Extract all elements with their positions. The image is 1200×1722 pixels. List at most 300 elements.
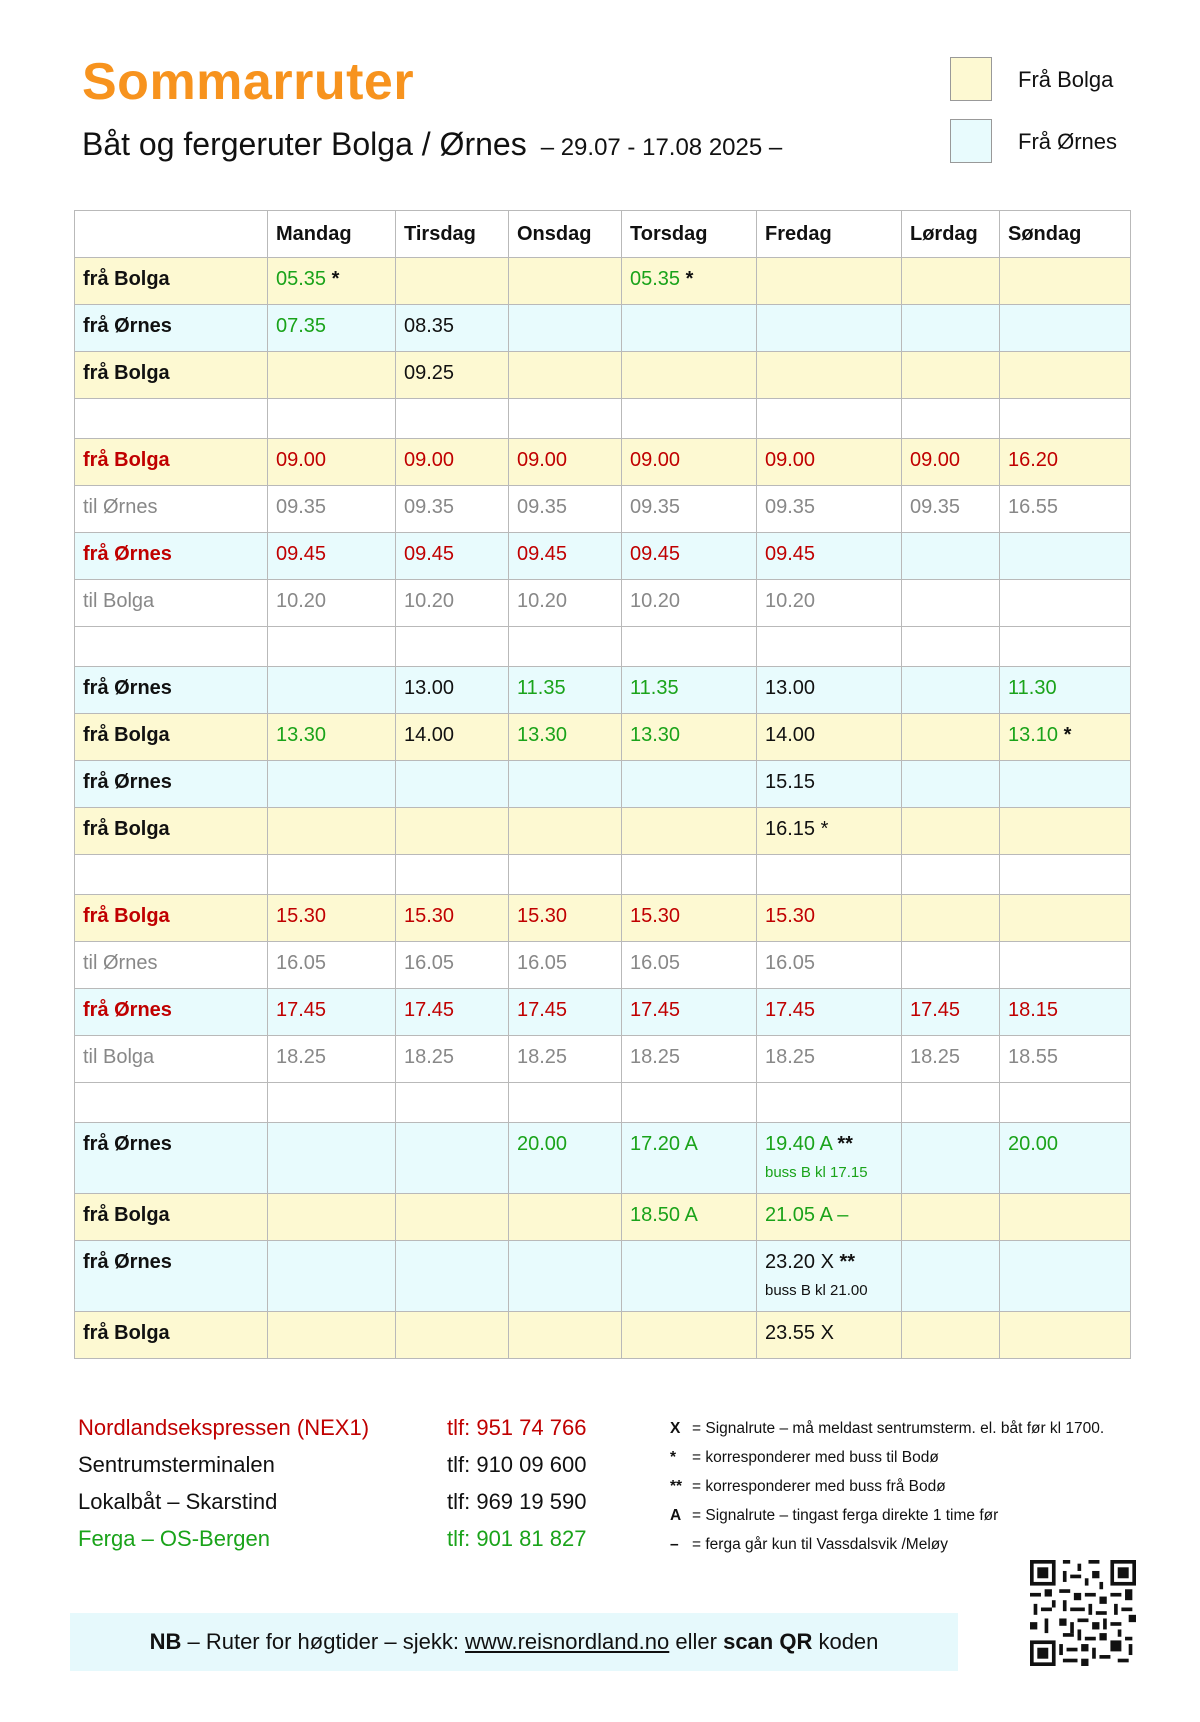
departure-time: 16.05 (630, 952, 681, 974)
departure-time: 09.35 (765, 496, 816, 518)
time-cell (757, 1194, 902, 1241)
departure-time: 15.30 (276, 905, 327, 927)
time-cell (1000, 352, 1131, 399)
note-symbol: A (670, 1507, 682, 1524)
time-cell (1000, 1036, 1131, 1083)
legend-swatch-bolga (950, 57, 992, 101)
time-cell (622, 533, 757, 580)
note-text: = Signalrute – tingast ferga direkte 1 time før (692, 1507, 999, 1524)
footnote-marker: * (1063, 724, 1072, 746)
subtitle-dates: – 29.07 - 17.08 2025 – (540, 134, 783, 161)
time-cell (757, 895, 902, 942)
day-header-4: Fredag (757, 211, 902, 258)
timetable (74, 210, 1131, 1359)
time-cell (622, 989, 757, 1036)
time-cell (622, 1194, 757, 1241)
time-cell (902, 1312, 1000, 1359)
timetable-row (75, 305, 1131, 352)
day-header-0: Mandag (268, 211, 396, 258)
contact-phone[interactable]: tlf: 951 74 766 (447, 1415, 587, 1440)
time-cell (902, 258, 1000, 305)
spacer-cell (396, 1083, 509, 1123)
time-cell (396, 761, 509, 808)
departure-time: 17.45 (765, 999, 816, 1021)
departure-time: 09.35 (276, 496, 327, 518)
subtitle-route: Båt og fergeruter Bolga / Ørnes (82, 126, 527, 162)
contact-row (78, 1415, 638, 1452)
footer-text-3: koden (812, 1629, 879, 1654)
departure-time: 09.35 (630, 496, 681, 518)
departure-time: 17.45 (276, 999, 327, 1021)
time-cell (902, 1123, 1000, 1194)
time-cell (757, 808, 902, 855)
time-cell (1000, 305, 1131, 352)
departure-time: 17.45 (630, 999, 681, 1021)
time-cell (1000, 667, 1131, 714)
legend-label-ornes: Frå Ørnes (1018, 129, 1118, 154)
departure-time: 13.30 (630, 724, 681, 746)
contact-row (78, 1526, 638, 1563)
departure-time: 20.00 (517, 1133, 568, 1155)
time-cell (902, 761, 1000, 808)
time-cell (396, 1123, 509, 1194)
departure-time: 21.05 A – (765, 1204, 849, 1226)
time-cell (268, 1194, 396, 1241)
spacer-cell (396, 855, 509, 895)
note-text: = ferga går kun til Vassdalsvik /Meløy (692, 1536, 948, 1553)
note-row (670, 1507, 1190, 1536)
time-cell (1000, 942, 1131, 989)
time-cell (509, 1241, 622, 1312)
time-cell (509, 942, 622, 989)
note-text: = Signalrute – må meldast sentrumsterm. el. båt før kl 1700. (692, 1420, 1105, 1437)
departure-time: 17.45 (517, 999, 568, 1021)
departure-time: 10.20 (630, 590, 681, 612)
time-cell (509, 352, 622, 399)
time-cell (268, 895, 396, 942)
time-cell (509, 895, 622, 942)
header-corner (75, 211, 268, 258)
time-cell (902, 808, 1000, 855)
departure-time: 09.45 (517, 543, 568, 565)
footer-nb: NB (149, 1629, 182, 1654)
time-cell (622, 439, 757, 486)
time-cell (396, 942, 509, 989)
spacer-cell (509, 627, 622, 667)
spacer-cell (902, 1083, 1000, 1123)
day-header-6: Søndag (1000, 211, 1131, 258)
time-cell (268, 439, 396, 486)
contact-name: Sentrumsterminalen (78, 1452, 275, 1477)
spacer-cell (509, 1083, 622, 1123)
spacer-cell (268, 1083, 396, 1123)
departure-time: 15.30 (630, 905, 681, 927)
time-cell (757, 439, 902, 486)
time-cell (622, 305, 757, 352)
departure-time: 15.30 (765, 905, 816, 927)
time-cell (509, 667, 622, 714)
row-label: frå Ørnes (75, 305, 268, 352)
departure-time: 09.45 (404, 543, 455, 565)
time-cell (1000, 895, 1131, 942)
departure-time: 15.30 (517, 905, 568, 927)
row-label: frå Ørnes (75, 989, 268, 1036)
departure-time: 18.15 (1008, 999, 1059, 1021)
legend-label-bolga: Frå Bolga (1018, 67, 1114, 92)
time-cell (396, 305, 509, 352)
time-cell (902, 667, 1000, 714)
departure-time: 23.55 X (765, 1322, 834, 1344)
spacer-cell (509, 399, 622, 439)
time-cell (622, 942, 757, 989)
departure-time: 18.25 (517, 1046, 568, 1068)
time-cell (757, 761, 902, 808)
time-cell (902, 1241, 1000, 1312)
note-symbol: X (670, 1420, 681, 1437)
time-cell (396, 808, 509, 855)
timetable-row (75, 808, 1131, 855)
departure-time: 23.20 X (765, 1251, 834, 1273)
timetable-row (75, 1312, 1131, 1359)
time-cell (622, 1123, 757, 1194)
time-cell (509, 580, 622, 627)
departure-time: 13.10 (1008, 724, 1059, 746)
time-cell (1000, 989, 1131, 1036)
timetable-row (75, 1241, 1131, 1312)
departure-time: 10.20 (404, 590, 455, 612)
row-label: til Bolga (75, 1036, 268, 1083)
spacer-cell (757, 627, 902, 667)
time-cell (1000, 580, 1131, 627)
time-cell (757, 1241, 902, 1312)
departure-time: 05.35 (630, 268, 681, 290)
departure-time: 09.35 (517, 496, 568, 518)
time-cell (622, 895, 757, 942)
time-cell (757, 1036, 902, 1083)
time-cell (509, 533, 622, 580)
spacer-cell (268, 855, 396, 895)
page-title: Sommarruter (82, 53, 415, 111)
note-text: = korresponderer med buss til Bodø (692, 1449, 939, 1466)
time-cell (396, 714, 509, 761)
departure-time: 18.25 (910, 1046, 961, 1068)
contact-phone[interactable]: tlf: 910 09 600 (447, 1452, 587, 1477)
time-cell (622, 258, 757, 305)
time-cell (268, 667, 396, 714)
time-cell (396, 895, 509, 942)
time-cell (622, 1036, 757, 1083)
timetable-row (75, 1194, 1131, 1241)
time-cell (268, 305, 396, 352)
time-cell (902, 1194, 1000, 1241)
row-label: frå Ørnes (75, 1241, 268, 1312)
departure-time: 18.25 (404, 1046, 455, 1068)
time-cell (1000, 533, 1131, 580)
departure-time: 09.00 (765, 449, 816, 471)
spacer-cell (1000, 627, 1131, 667)
spacer-cell (1000, 399, 1131, 439)
row-label: til Ørnes (75, 486, 268, 533)
departure-time: 10.20 (276, 590, 327, 612)
departure-time: 09.35 (910, 496, 961, 518)
timetable-row (75, 258, 1131, 305)
bus-connection-note: buss B kl 21.00 (765, 1282, 868, 1299)
departure-time: 14.00 (404, 724, 455, 746)
time-cell (268, 580, 396, 627)
timetable-row (75, 895, 1131, 942)
departure-time: 09.00 (276, 449, 327, 471)
row-label: frå Ørnes (75, 533, 268, 580)
time-cell (902, 942, 1000, 989)
timetable-row (75, 580, 1131, 627)
time-cell (396, 989, 509, 1036)
time-cell (757, 667, 902, 714)
time-cell (1000, 486, 1131, 533)
time-cell (902, 305, 1000, 352)
time-cell (757, 1123, 902, 1194)
departure-time: 10.20 (765, 590, 816, 612)
departure-time: 18.50 A (630, 1204, 698, 1226)
departure-time: 17.20 A (630, 1133, 698, 1155)
time-cell (622, 580, 757, 627)
time-cell (902, 486, 1000, 533)
footer-note (70, 1613, 958, 1671)
spacer-cell (396, 627, 509, 667)
spacer-cell (757, 1083, 902, 1123)
time-cell (1000, 1123, 1131, 1194)
time-cell (509, 761, 622, 808)
qr-code-icon[interactable] (1030, 1560, 1136, 1666)
row-label: frå Bolga (75, 352, 268, 399)
time-cell (622, 667, 757, 714)
time-cell (396, 1194, 509, 1241)
time-cell (1000, 714, 1131, 761)
departure-time: 09.45 (630, 543, 681, 565)
day-header-1: Tirsdag (396, 211, 509, 258)
time-cell (902, 989, 1000, 1036)
departure-time: 15.30 (404, 905, 455, 927)
departure-time: 16.05 (404, 952, 455, 974)
spacer-row (75, 1083, 1131, 1123)
departure-time: 11.35 (630, 677, 679, 699)
spacer-cell (268, 399, 396, 439)
time-cell (509, 808, 622, 855)
time-cell (509, 989, 622, 1036)
departure-time: 19.40 A (765, 1133, 832, 1155)
departure-time: 17.45 (910, 999, 961, 1021)
footer-text-2: eller (669, 1629, 724, 1654)
departure-time: 16.20 (1008, 449, 1059, 471)
time-cell (396, 1036, 509, 1083)
timetable-row (75, 761, 1131, 808)
departure-time: 16.15 * (765, 818, 829, 840)
departure-time: 13.30 (276, 724, 327, 746)
spacer-row (75, 399, 1131, 439)
time-cell (396, 1241, 509, 1312)
time-cell (757, 305, 902, 352)
contact-row (78, 1452, 638, 1489)
time-cell (757, 533, 902, 580)
row-label: frå Bolga (75, 1194, 268, 1241)
timetable-header-row (75, 211, 1131, 258)
spacer-cell (1000, 1083, 1131, 1123)
time-cell (1000, 1241, 1131, 1312)
time-cell (396, 258, 509, 305)
row-label: frå Bolga (75, 895, 268, 942)
departure-time: 09.00 (910, 449, 961, 471)
time-cell (622, 1241, 757, 1312)
row-label: frå Ørnes (75, 667, 268, 714)
bus-connection-note: buss B kl 17.15 (765, 1164, 868, 1181)
time-cell (902, 714, 1000, 761)
spacer-row (75, 627, 1131, 667)
time-cell (396, 1312, 509, 1359)
departure-time: 15.15 (765, 771, 816, 793)
time-cell (757, 352, 902, 399)
departure-time: 09.45 (765, 543, 816, 565)
contact-name: Ferga – OS-Bergen (78, 1526, 270, 1551)
note-row (670, 1449, 1190, 1478)
time-cell (268, 533, 396, 580)
time-cell (902, 439, 1000, 486)
note-symbol: – (670, 1536, 679, 1553)
time-cell (396, 580, 509, 627)
time-cell (509, 258, 622, 305)
contact-name: Lokalbåt – Skarstind (78, 1489, 278, 1514)
departure-time: 16.05 (276, 952, 327, 974)
footer-text-1: – Ruter for høgtider – sjekk: (181, 1629, 466, 1654)
notes-legend (670, 1420, 1190, 1565)
time-cell (268, 1241, 396, 1312)
time-cell (509, 486, 622, 533)
time-cell (509, 1194, 622, 1241)
time-cell (902, 580, 1000, 627)
spacer-cell (396, 399, 509, 439)
time-cell (1000, 808, 1131, 855)
row-label: til Ørnes (75, 942, 268, 989)
footnote-marker: * (685, 268, 694, 290)
spacer-cell (75, 627, 268, 667)
time-cell (902, 352, 1000, 399)
note-row (670, 1420, 1190, 1449)
spacer-cell (1000, 855, 1131, 895)
time-cell (509, 714, 622, 761)
departure-time: 10.20 (517, 590, 568, 612)
day-header-3: Torsdag (622, 211, 757, 258)
spacer-cell (902, 399, 1000, 439)
row-label: frå Ørnes (75, 761, 268, 808)
footnote-marker: ** (837, 1133, 853, 1155)
footer-link-reisnordland[interactable]: www.reisnordland.no (465, 1629, 670, 1654)
departure-time: 11.30 (1008, 677, 1057, 699)
time-cell (268, 808, 396, 855)
legend-ornes (950, 119, 1180, 165)
departure-time: 16.55 (1008, 496, 1059, 518)
timetable-row (75, 942, 1131, 989)
time-cell (622, 1312, 757, 1359)
time-cell (757, 486, 902, 533)
time-cell (902, 895, 1000, 942)
timetable-row (75, 439, 1131, 486)
footnote-marker: * (331, 268, 340, 290)
departure-time: 14.00 (765, 724, 816, 746)
departure-time: 09.00 (404, 449, 455, 471)
spacer-cell (75, 399, 268, 439)
page-subtitle (82, 126, 782, 163)
time-cell (622, 714, 757, 761)
timetable-row (75, 352, 1131, 399)
time-cell (1000, 258, 1131, 305)
note-text: = korresponderer med buss frå Bodø (692, 1478, 946, 1495)
time-cell (757, 942, 902, 989)
spacer-cell (757, 399, 902, 439)
departure-time: 16.05 (765, 952, 816, 974)
spacer-cell (75, 855, 268, 895)
time-cell (757, 580, 902, 627)
contact-phone[interactable]: tlf: 969 19 590 (447, 1489, 587, 1514)
spacer-cell (902, 855, 1000, 895)
time-cell (268, 1036, 396, 1083)
row-label: til Bolga (75, 580, 268, 627)
row-label: frå Bolga (75, 714, 268, 761)
contact-row (78, 1489, 638, 1526)
time-cell (396, 533, 509, 580)
time-cell (757, 714, 902, 761)
time-cell (622, 808, 757, 855)
time-cell (396, 439, 509, 486)
time-cell (757, 258, 902, 305)
time-cell (268, 1312, 396, 1359)
note-row (670, 1478, 1190, 1507)
contact-name: Nordlandsekspressen (NEX1) (78, 1415, 370, 1440)
timetable-row (75, 989, 1131, 1036)
contacts-list (78, 1415, 638, 1563)
departure-time: 09.25 (404, 362, 455, 384)
departure-time: 18.25 (276, 1046, 327, 1068)
time-cell (396, 352, 509, 399)
departure-time: 13.30 (517, 724, 568, 746)
time-cell (268, 761, 396, 808)
spacer-cell (622, 855, 757, 895)
day-header-2: Onsdag (509, 211, 622, 258)
time-cell (509, 1312, 622, 1359)
time-cell (396, 486, 509, 533)
time-cell (268, 352, 396, 399)
departure-time: 18.55 (1008, 1046, 1059, 1068)
departure-time: 05.35 (276, 268, 327, 290)
time-cell (1000, 1194, 1131, 1241)
spacer-cell (757, 855, 902, 895)
spacer-cell (902, 627, 1000, 667)
timetable-row (75, 486, 1131, 533)
departure-time: 18.25 (765, 1046, 816, 1068)
time-cell (268, 942, 396, 989)
time-cell (1000, 761, 1131, 808)
departure-time: 17.45 (404, 999, 455, 1021)
spacer-cell (268, 627, 396, 667)
time-cell (396, 667, 509, 714)
contact-phone[interactable]: tlf: 901 81 827 (447, 1526, 587, 1551)
note-symbol: * (670, 1449, 677, 1466)
row-label: frå Bolga (75, 1312, 268, 1359)
footnote-marker: ** (839, 1251, 856, 1273)
time-cell (622, 486, 757, 533)
day-header-5: Lørdag (902, 211, 1000, 258)
spacer-cell (622, 1083, 757, 1123)
row-label: frå Bolga (75, 808, 268, 855)
row-label: frå Bolga (75, 258, 268, 305)
row-label: frå Bolga (75, 439, 268, 486)
